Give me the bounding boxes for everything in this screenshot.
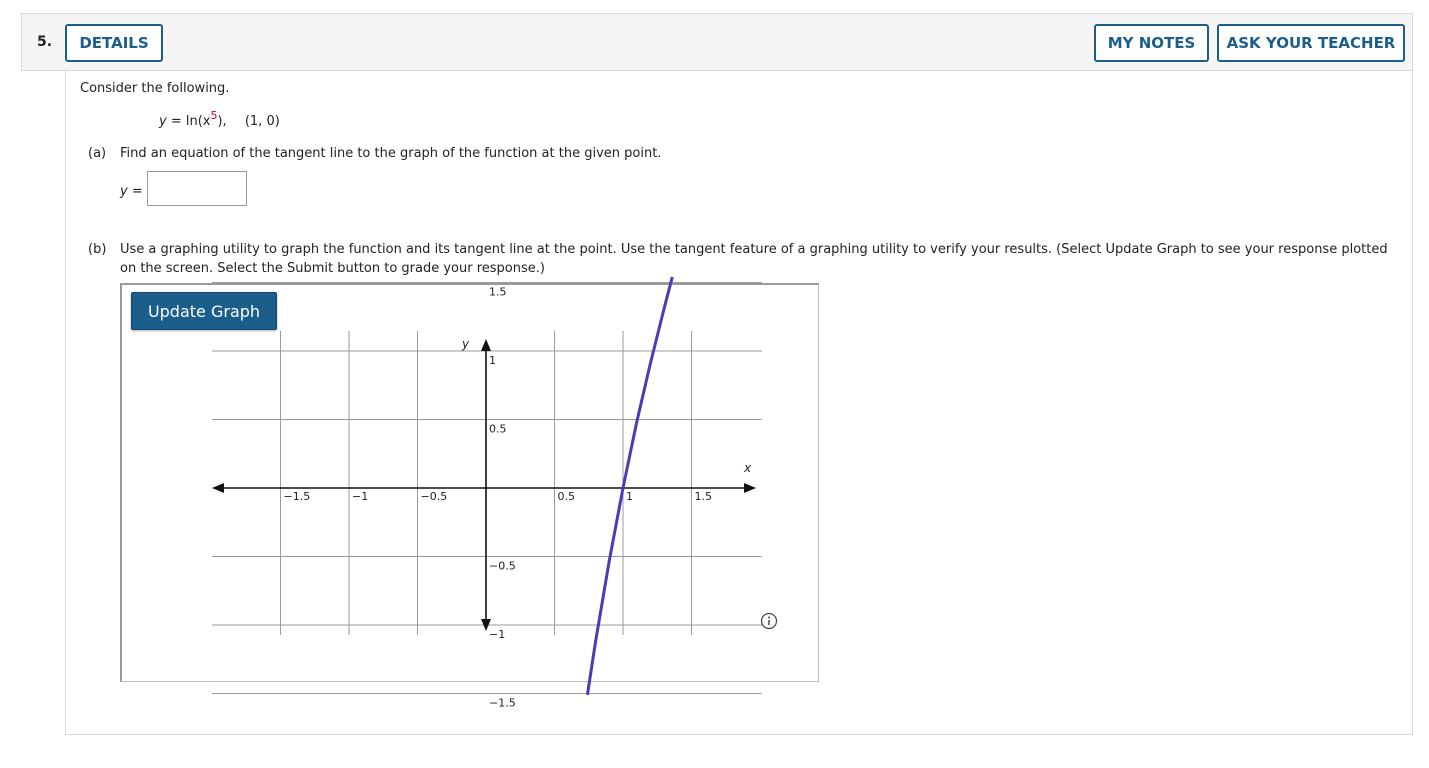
given-point: (1, 0) (244, 114, 280, 129)
function-y: y (159, 114, 167, 129)
answer-y: y (120, 184, 128, 199)
info-icon[interactable] (762, 614, 777, 629)
function-expression (159, 109, 280, 129)
question-header (21, 13, 1413, 71)
question-body (65, 71, 1413, 735)
y-tick-label: 1 (489, 354, 496, 367)
tangent-answer-input[interactable] (147, 171, 247, 206)
question-number: 5. (37, 34, 53, 50)
y-tick-label: −1.5 (489, 696, 516, 710)
part-b-line1: Use a graphing utility to graph the function and its tangent line at the point. Use the tangent feature of a graphing utility to verify your results. (Select Update Graph to see your response plotted (120, 242, 1388, 257)
answer-equals: = (127, 184, 143, 199)
y-axis-top-arrow (481, 339, 491, 351)
part-b-line2: on the screen. Select the Submit button to grade your response.) (120, 261, 545, 276)
function-close: ), (217, 114, 227, 129)
ask-teacher-button[interactable]: ASK YOUR TEACHER (1217, 24, 1405, 62)
graph-plot[interactable] (122, 285, 817, 710)
function-curve (587, 277, 672, 695)
x-axis-right-arrow (744, 483, 756, 493)
part-a-label: (a) (88, 146, 107, 161)
intro-text: Consider the following. (80, 81, 230, 96)
x-axis-left-arrow (212, 483, 224, 493)
answer-label (120, 184, 143, 199)
y-tick-label: −0.5 (489, 559, 516, 573)
x-tick-label: −0.5 (420, 490, 448, 503)
my-notes-button[interactable]: MY NOTES (1094, 24, 1209, 62)
function-exponent: 5 (210, 109, 218, 122)
details-button[interactable]: DETAILS (65, 24, 163, 62)
x-tick-label: 1.5 (694, 490, 712, 503)
y-tick-label: 1.5 (489, 285, 507, 299)
y-tick-label: −1 (489, 628, 506, 641)
x-tick-label: −1.5 (283, 490, 311, 503)
tick-labels (284, 286, 713, 710)
x-axis-label: x (744, 461, 752, 475)
axes (212, 339, 756, 631)
update-graph-button[interactable]: Update Graph (131, 292, 277, 330)
graph-panel (120, 283, 819, 710)
function-body: = ln(x (166, 114, 211, 129)
part-b-label: (b) (88, 242, 107, 257)
x-tick-label: −1 (352, 490, 369, 503)
part-a-text: Find an equation of the tangent line to the graph of the function at the given point. (120, 146, 662, 161)
x-tick-label: 0.5 (557, 490, 575, 503)
y-axis-label: y (462, 337, 470, 351)
x-tick-label: 1 (626, 490, 633, 503)
y-tick-label: 0.5 (489, 422, 507, 436)
